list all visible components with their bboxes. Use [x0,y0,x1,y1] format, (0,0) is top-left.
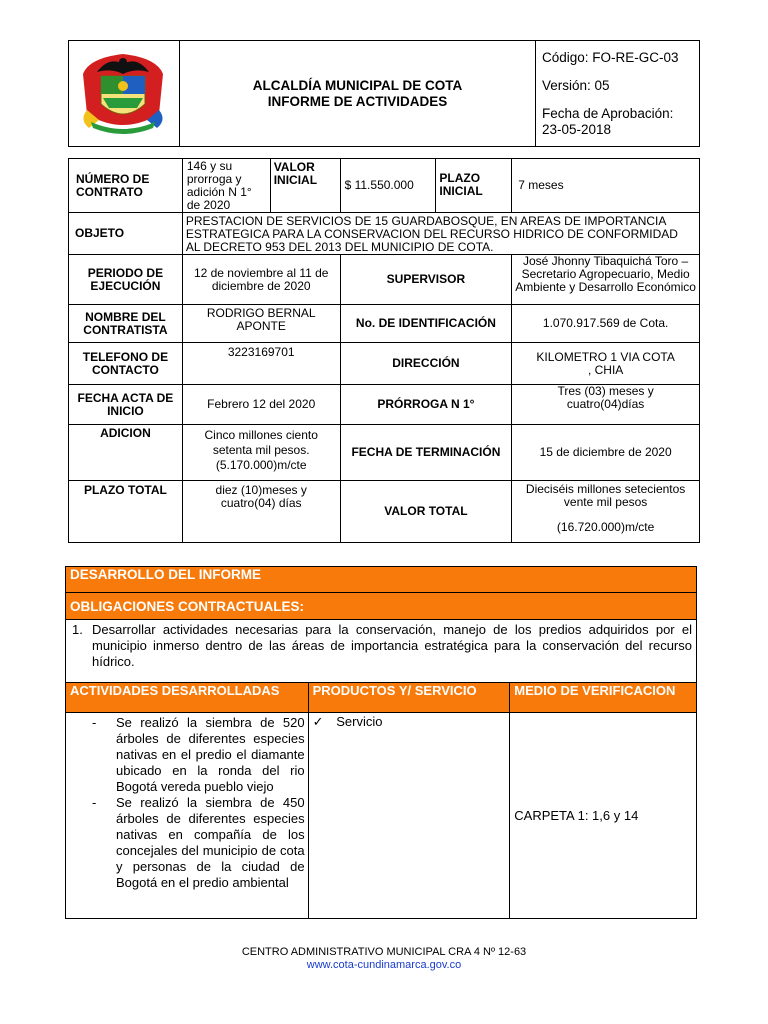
valor-total-value-number: (16.720.000)m/cte [556,520,655,534]
obligation-text: Desarrollar actividades necesarias para la conservación, manejo de los predios adquiridos por el municipio inmerso dentro de las áreas de importancia estratégica para la conservación del recurso hídrico. [92,622,692,669]
medio-text: CARPETA 1: 1,6 y 14 [514,807,639,823]
numero-contrato-value: 146 y su prorroga y adición N 1° de 2020 [182,159,270,213]
version: Versión: 05 [542,78,610,93]
direccion-value: KILOMETRO 1 VIA COTA , CHIA [512,343,700,385]
codigo: Código: FO-RE-GC-03 [542,50,679,65]
plazo-total-value: diez (10)meses y cuatro(04) días [182,481,340,543]
nombre-contratista-value: RODRIGO BERNAL APONTE [182,305,340,343]
activity-text: Se realizó la siembra de 520 árboles de diferentes especies nativas en el predio el diamante ubicado en la ronda del rio Bogotá vereda pueblo viejo [116,715,305,794]
desarrollo-heading: DESARROLLO DEL INFORME [66,567,697,593]
plazo-inicial-value: 7 meses [512,159,700,213]
fecha-acta-label: FECHA ACTA DE INICIO [69,385,183,425]
periodo-value: 12 de noviembre al 11 de diciembre de 2020 [182,255,340,305]
document-meta [536,41,700,147]
medio-cell [510,713,697,919]
valor-total-label: VALOR TOTAL [340,481,512,543]
productos-cell [308,713,510,919]
plazo-total-label: PLAZO TOTAL [69,481,183,543]
page-footer [0,946,768,972]
product-text: Servicio [336,714,383,729]
document-title [180,41,536,147]
bullet-dash: - [92,715,97,730]
identificacion-value: 1.070.917.569 de Cota. [512,305,700,343]
report-table [65,566,697,919]
col-actividades-header: ACTIVIDADES DESARROLLADAS [66,683,309,713]
obligaciones-heading: OBLIGACIONES CONTRACTUALES: [66,593,697,620]
objeto-value: PRESTACION DE SERVICIOS DE 15 GUARDABOSQUE, EN AREAS DE IMPORTANCIA ESTRATEGICA PARA LA CONSERVACION DEL RECURSO HIDRICO DE CONFORMIDAD AL DECRETO 953 DEL 2013 DEL MUNICIPIO DE COTA. [182,213,699,255]
valor-inicial-value: $ 11.550.000 [340,159,436,213]
cota-coat-of-arms-logo [69,44,177,138]
document-header [68,40,700,147]
col-productos-header: PRODUCTOS Y/ SERVICIO [308,683,510,713]
direccion-label: DIRECCIÓN [340,343,512,385]
fecha-acta-value: Febrero 12 del 2020 [182,385,340,425]
contract-table [68,158,700,543]
checkmark-icon: ✓ [312,714,324,729]
obligation-item [66,620,697,683]
activity-text: Se realizó la siembra de 450 árboles de diferentes especies nativas en compañía de los concejales del municipio de cota y personas de la ciudad de Bogotá en el predio ambiental [116,795,305,890]
prorroga-label: PRÓRROGA N 1° [340,385,512,425]
supervisor-label: SUPERVISOR [340,255,512,305]
footer-address: CENTRO ADMINISTRATIVO MUNICIPAL CRA 4 Nº 12-63 [241,946,527,958]
bullet-dash: - [92,795,97,810]
prorroga-value: Tres (03) meses y cuatro(04)días [512,385,700,425]
logo-cell [69,41,180,147]
actividades-cell [66,713,309,919]
title-line-2: INFORME DE ACTIVIDADES [267,93,448,109]
activity-item [66,715,305,795]
telefono-value: 3223169701 [182,343,340,385]
col-medio-header: MEDIO DE VERIFICACION [510,683,697,713]
obligation-number: 1. [72,622,83,637]
supervisor-value: José Jhonny Tibaquichá Toro – Secretario Agropecuario, Medio Ambiente y Desarrollo Económico [512,255,700,305]
valor-total-value-text: Dieciséis millones setecientos vente mil pesos [525,482,686,509]
plazo-inicial-label: PLAZO INICIAL [436,159,512,213]
adicion-value: Cinco millones ciento setenta mil pesos.(5.170.000)m/cte [182,425,340,481]
fecha-aprobacion-label: Fecha de Aprobación: [542,106,674,121]
footer-url-link[interactable]: www.cota-cundinamarca.gov.co [306,959,462,971]
fecha-aprobacion-value: 23-05-2018 [542,122,612,137]
title-line-1: ALCALDÍA MUNICIPAL DE COTA [252,77,463,93]
fecha-terminacion-value: 15 de diciembre de 2020 [512,425,700,481]
objeto-label: OBJETO [69,213,183,255]
periodo-label: PERIODO DE EJECUCIÓN [69,255,183,305]
telefono-label: TELEFONO DE CONTACTO [69,343,183,385]
adicion-label: ADICION [69,425,183,481]
activity-item [66,795,305,891]
numero-contrato-label: NÚMERO DE CONTRATO [69,159,183,213]
valor-total-value [512,481,700,543]
fecha-terminacion-label: FECHA DE TERMINACIÓN [340,425,512,481]
nombre-contratista-label: NOMBRE DEL CONTRATISTA [69,305,183,343]
identificacion-label: No. DE IDENTIFICACIÓN [340,305,512,343]
valor-inicial-label: VALOR INICIAL [270,159,340,213]
